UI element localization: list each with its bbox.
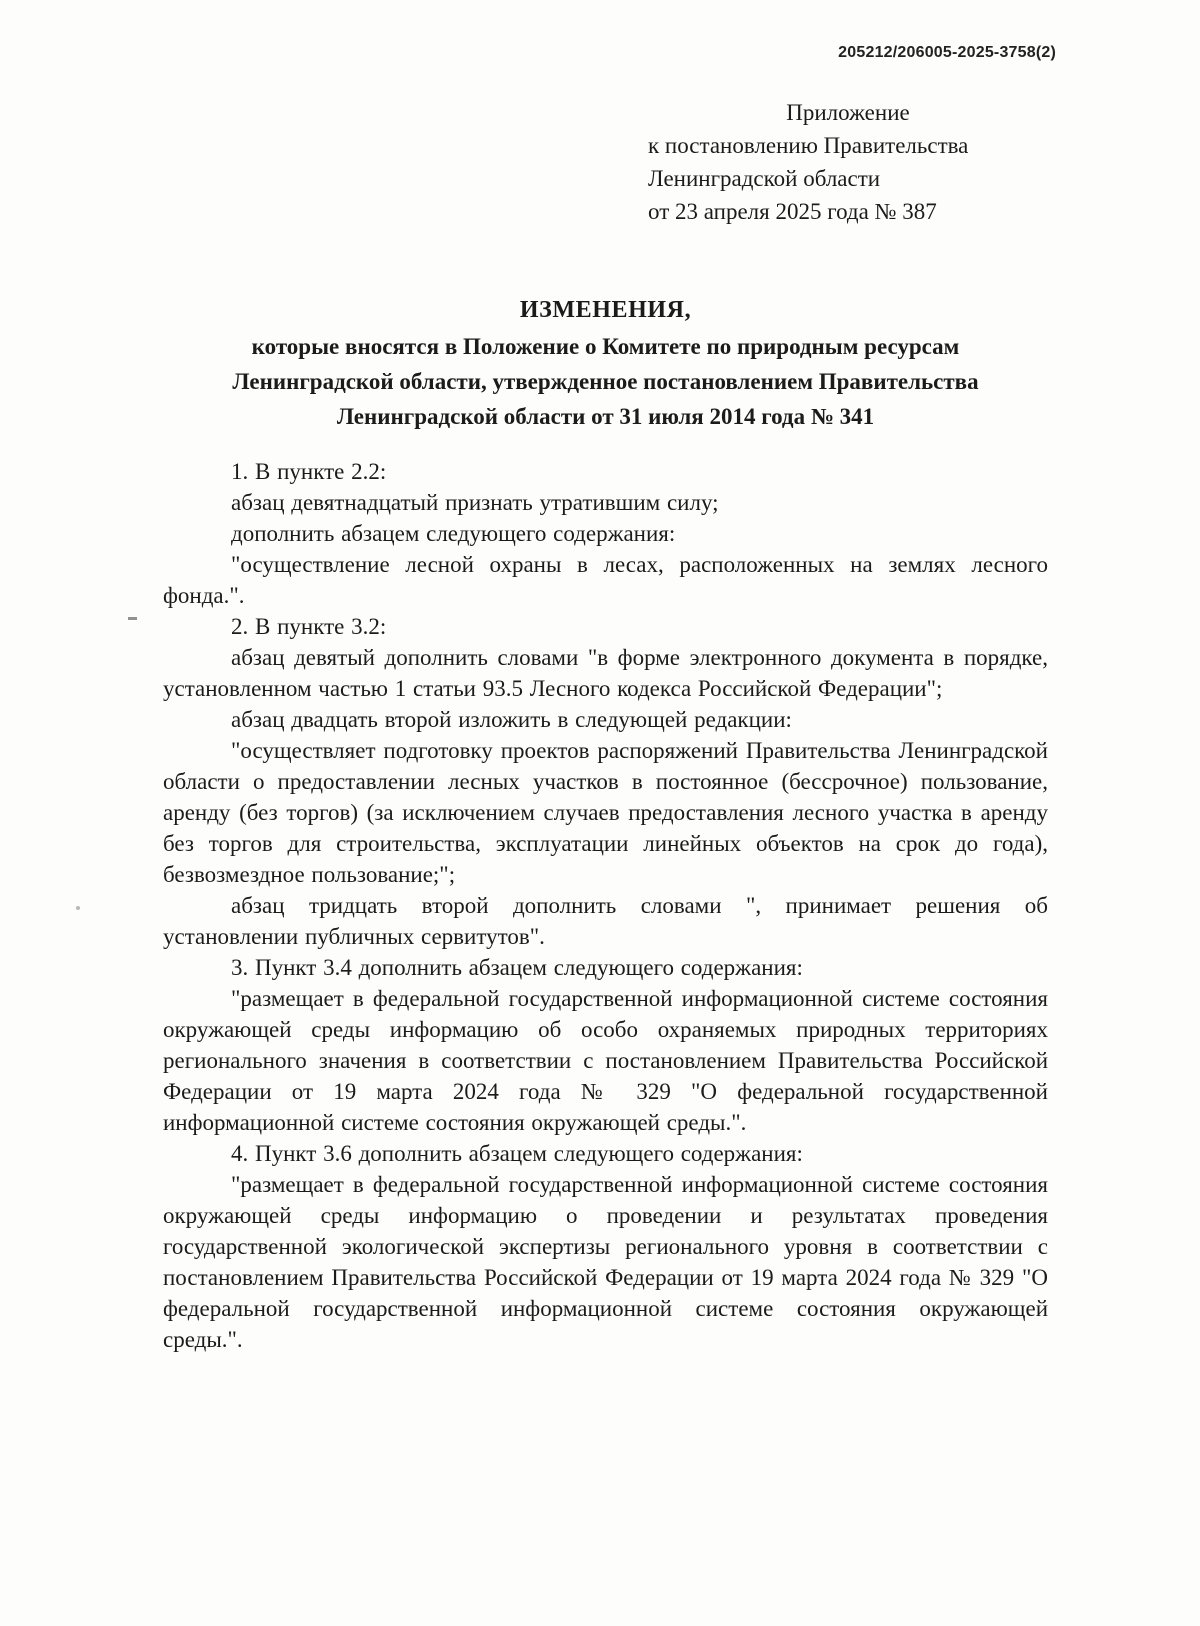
document-subtitle: которые вносятся в Положение о Комитете по природным ресурсам Ленинградской области, утвержденное постановлением Правительства Ленинградской области от 31 июля 2014 года № 341 [232, 334, 979, 429]
appendix-heading: Приложение [786, 100, 910, 125]
body-paragraph: абзац тридцать второй дополнить словами ", принимает решения об установлении публичных сервитутов". [163, 893, 1048, 949]
document-body [163, 456, 1048, 1355]
body-paragraph: "размещает в федеральной государственной информационной системе состояния окружающей среды информацию о проведении и результатах проведения государственной экологической экспертизы регионального уровня в соответствии с постановлением Правительства Российской Федерации от 19 марта 2024 года № 329 "О федеральной государственной информационной системе состояния окружающей среды.". [163, 1172, 1048, 1352]
body-paragraph: абзац двадцать второй изложить в следующей редакции: [231, 707, 792, 732]
appendix-line: к постановлению Правительства [648, 133, 969, 158]
doc-registration-number: 205212/206005-2025-3758(2) [838, 44, 1056, 61]
body-paragraph: 3. Пункт 3.4 дополнить абзацем следующего содержания: [231, 955, 803, 980]
body-paragraph: "осуществление лесной охраны в лесах, расположенных на землях лесного фонда.". [163, 552, 1048, 608]
body-paragraph: "осуществляет подготовку проектов распоряжений Правительства Ленинградской области о предоставлении лесных участков в постоянное (бессрочное) пользование, аренду (без торгов) (за исключением случаев предоставления лесного участка в аренду без торгов для строительства, эксплуатации линейных объектов на срок до года), безвозмездное пользование;"; [163, 738, 1048, 887]
document-title: ИЗМЕНЕНИЯ, [519, 297, 692, 323]
body-paragraph: "размещает в федеральной государственной информационной системе состояния окружающей среды информацию об особо охраняемых природных территориях регионального значения в соответствии с постановлением Правительства Российской Федерации от 19 марта 2024 года № 329 "О федеральной государственной информационной системе состояния окружающей среды.". [163, 986, 1048, 1135]
scan-artifact [128, 617, 137, 620]
body-paragraph: абзац девятый дополнить словами "в форме электронного документа в порядке, установленном частью 1 статьи 93.5 Лесного кодекса Российской Федерации"; [163, 645, 1048, 701]
document-title-block [163, 292, 1048, 434]
scan-artifact [76, 906, 80, 910]
body-paragraph: 2. В пункте 3.2: [231, 614, 387, 639]
body-paragraph: абзац девятнадцатый признать утратившим силу; [231, 490, 719, 515]
body-paragraph: 4. Пункт 3.6 дополнить абзацем следующего содержания: [231, 1141, 803, 1166]
appendix-line: Ленинградской области [648, 166, 881, 191]
body-paragraph: 1. В пункте 2.2: [231, 459, 387, 484]
appendix-block [648, 96, 1048, 228]
appendix-line: от 23 апреля 2025 года № 387 [648, 199, 937, 224]
body-paragraph: дополнить абзацем следующего содержания: [231, 521, 676, 546]
